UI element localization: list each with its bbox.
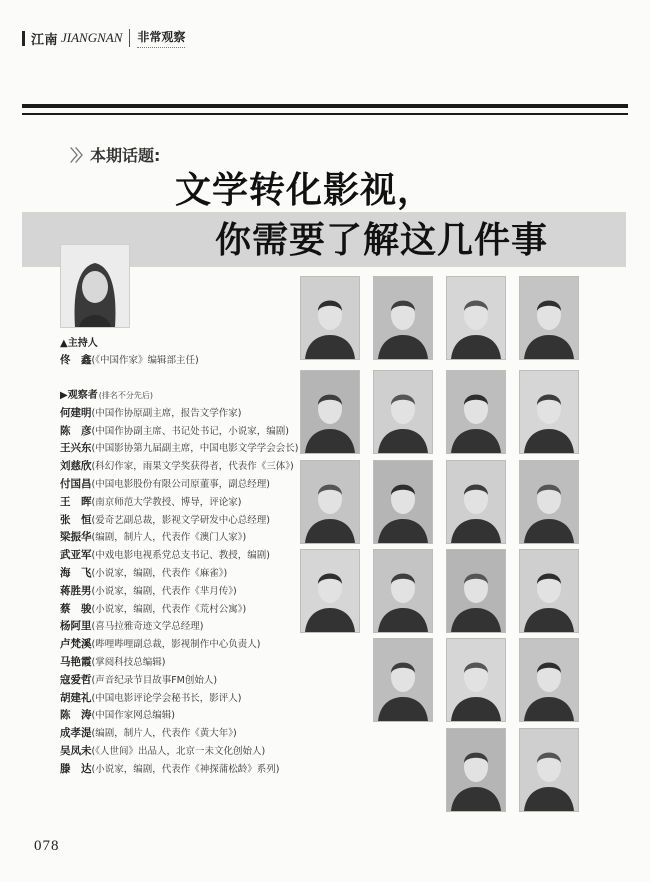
headline-line2: 你需要了解这几件事 [215, 219, 549, 261]
host-name: 佟 鑫 [60, 354, 92, 366]
observer-role: (南京师范大学教授、博导，评论家) [91, 496, 242, 508]
observer-name: 张 恒 [60, 513, 92, 526]
observer-name: 马艳霞 [60, 655, 92, 668]
observer-name: 杨阿里 [60, 620, 92, 633]
observer-role: (中戏电影电视系党总支书记、教授，编剧) [91, 550, 270, 562]
observer-photo [446, 276, 506, 360]
observer-name: 寇爱哲 [60, 673, 92, 686]
observer-photo [300, 276, 360, 360]
observers-heading: ▶观察者 [60, 390, 98, 401]
observer-photo [519, 728, 579, 812]
observer-photo [519, 460, 579, 544]
observer-name: 蔡 骏 [60, 602, 92, 615]
observer-role: (中国作家网总编辑) [91, 710, 175, 722]
topic-label [70, 143, 160, 166]
observer-role: (小说家，编剧，代表作《麻雀》) [91, 567, 228, 579]
host-role: (《中国作家》编辑部主任) [91, 355, 199, 366]
observer-role: (小说家，编剧，代表作《荒村公寓》) [91, 603, 247, 615]
observer-role: (爱奇艺副总裁，影视文学研发中心总经理) [91, 514, 270, 526]
observer-name: 胡建礼 [60, 691, 92, 704]
observer-role: (声音纪录节目故事FM创始人) [91, 674, 218, 686]
observer-name: 付国昌 [60, 477, 92, 490]
observer-photo [446, 549, 506, 633]
observer-role: (小说家，编剧，代表作《芈月传》) [91, 585, 237, 597]
observer-name: 滕 达 [60, 762, 92, 775]
observer-role: (中国作协原副主席，报告文学作家) [91, 407, 242, 419]
host-entry [60, 352, 199, 369]
observer-name: 何建明 [60, 406, 92, 419]
magazine-header [22, 28, 185, 48]
observers-block [60, 388, 298, 779]
observer-photo [446, 728, 506, 812]
observer-entry [60, 601, 298, 619]
observer-entry [60, 690, 298, 708]
double-chevron-icon: 〉〉 [70, 146, 89, 165]
observer-name: 陈 涛 [60, 709, 92, 722]
host-block [60, 336, 199, 369]
observer-role: (科幻作家，雨果文学奖获得者，代表作《三体》) [91, 461, 294, 473]
observer-entry [60, 725, 298, 743]
observer-role: (哔哩哔哩副总裁，影视制作中心负责人) [91, 639, 261, 651]
divider-thick [22, 104, 628, 108]
observer-name: 海 飞 [60, 566, 92, 579]
brand-english: JIANGNAN [61, 30, 123, 45]
observers-heading-row [60, 388, 298, 405]
observer-entry [60, 476, 298, 494]
host-heading: ▲主持人 [60, 338, 98, 349]
observer-role: (中国影协第九届副主席，中国电影文学学会会长) [91, 443, 299, 455]
observer-name: 梁振华 [60, 531, 92, 544]
observer-role: (中国电影评论学会秘书长，影评人) [91, 692, 242, 704]
observer-entry [60, 494, 298, 512]
observer-photo [446, 370, 506, 454]
observer-photo [519, 549, 579, 633]
observer-name: 刘慈欣 [60, 460, 92, 473]
observer-photo [373, 276, 433, 360]
observer-photo [300, 549, 360, 633]
observers-note: (排名不分先后) [98, 391, 153, 400]
observer-entry [60, 529, 298, 547]
observer-role: (喜马拉雅奇迹文学总经理) [91, 621, 204, 633]
observer-entry [60, 405, 298, 423]
header-bar [22, 31, 25, 46]
observer-entry [60, 458, 298, 476]
observer-name: 成孝湜 [60, 727, 92, 740]
observer-role: (《人世间》出品人，北京一未文化创始人) [91, 745, 266, 757]
observer-entry [60, 672, 298, 690]
section-name: 非常观察 [137, 28, 185, 48]
observer-name: 王 晖 [60, 495, 92, 508]
observer-entry [60, 547, 298, 565]
observer-entry [60, 618, 298, 636]
observer-entry [60, 654, 298, 672]
observer-name: 蒋胜男 [60, 584, 92, 597]
observer-photo [519, 276, 579, 360]
observer-name: 武亚军 [60, 549, 92, 562]
header-separator [129, 29, 130, 47]
observer-entry [60, 512, 298, 530]
observer-photo [373, 638, 433, 722]
observer-entry [60, 423, 298, 441]
observer-name: 卢梵溪 [60, 638, 92, 651]
brand-logo: 江南 [31, 32, 59, 48]
observer-name: 吴凤未 [60, 744, 92, 757]
observer-photo [519, 638, 579, 722]
observer-role: (掌阅科技总编辑) [91, 656, 166, 668]
observer-photo [446, 638, 506, 722]
observer-photo [519, 370, 579, 454]
host-photo [60, 244, 130, 328]
observer-photo [373, 370, 433, 454]
divider-thin [22, 113, 628, 115]
observer-entry [60, 583, 298, 601]
observer-entry [60, 565, 298, 583]
observer-role: (编剧，制片人，代表作《澳门人家》) [91, 532, 247, 544]
topic-label-text: 本期话题: [90, 146, 161, 165]
observer-entry [60, 707, 298, 725]
observer-entry [60, 440, 298, 458]
observer-role: (小说家，编剧，代表作《神探蒲松龄》系列) [91, 763, 280, 775]
observer-photo [446, 460, 506, 544]
observer-photo [300, 460, 360, 544]
observer-role: (中国电影股份有限公司原董事，副总经理) [91, 478, 270, 490]
observer-entry [60, 743, 298, 761]
observer-photo [373, 460, 433, 544]
observer-entry [60, 636, 298, 654]
observer-name: 陈 彦 [60, 424, 92, 437]
observer-role: (中国作协副主席、书记处书记，小说家，编剧) [91, 425, 289, 437]
observer-entry [60, 761, 298, 779]
observer-photo [373, 549, 433, 633]
observer-role: (编剧，制片人，代表作《黄大年》) [91, 728, 237, 740]
observer-photo [300, 370, 360, 454]
observer-name: 王兴东 [60, 442, 92, 455]
headline-line1: 文学转化影视， [175, 169, 435, 211]
page-number: 078 [34, 838, 60, 854]
